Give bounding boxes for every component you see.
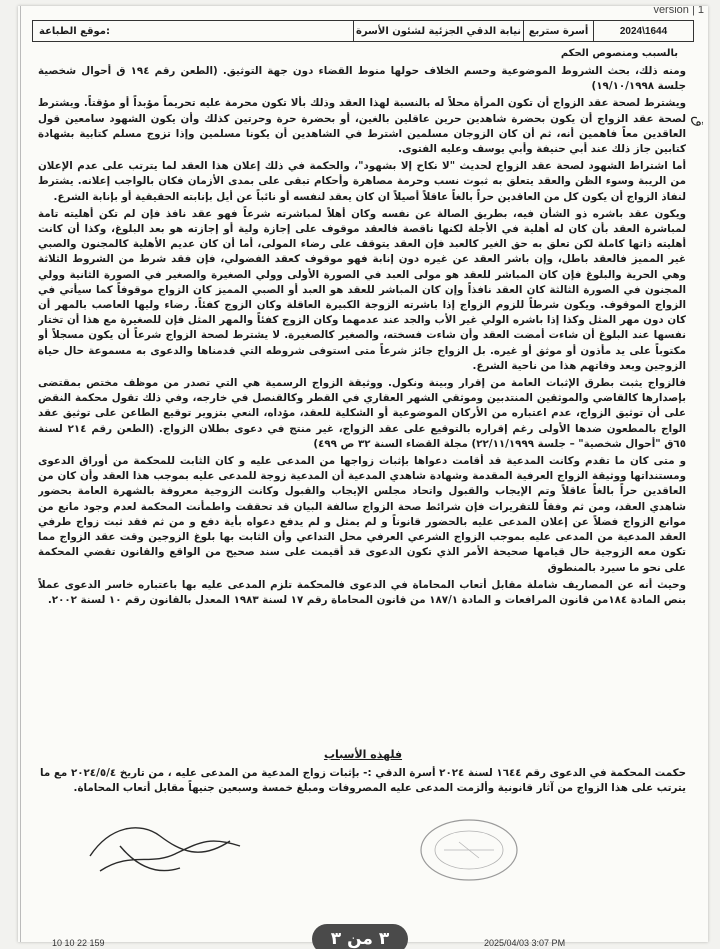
side-handwritten-mark: ق [690, 116, 706, 127]
ruling-title: فلهذه الأسباب [323, 748, 403, 761]
court-stamp [414, 814, 524, 886]
paragraph: و متى كان ما تقدم وكانت المدعية قد أقامت دعواها بإثبات زواجها من المدعى عليه و كان الثابت للمحكمة من أوراق الدعوى ومستنداتها ووثيقة الزواج العرفية المقدمة وشهادة شاهدي المدعية أن المدعية زوجة للمدعى عليه بموجب هذا العقد وأن كان من العاقدين حراً بالغاً عاقلاً وتم الإيجاب والقبول واتحاد مجلس الإيجاب والقبول وكانت الزوجية معروفة بالشهرة العامة بحضور شاهدي العقد، ومن ثم وفقاً للتقريرات فإن شرائط صحة الزواج سالفة البيان قد تحققت واطمأنت المحكمة لعدم وجود مانع من موانع الزواج فضلاً عن إعلان المدعى عليه بالحضور قانوناً و لم يمثل و لم يدفع دعواه بأية دفع و من ثم فقد ثبت زواج طرفي العقد المدعية من المدعى عليه بموجب الزواج الشرعي العرفي محل التداعي وأن الثابت بها بلوغ الزوجين وقت عقد الزواج مما تكون معه الزوجية حال قيامها صحيحة الأمر الذي تكون الدعوى قد أقيمت على سند صحيح من الواقع والقانون تقضي المحكمة على نحو ما سيرد بالمنطوق [38, 455, 686, 574]
court-name: نيابة الدقي الجزئية لشئون الأسرة [353, 21, 523, 41]
paragraph: ويكون عقد باشره ذو الشأن فيه، بطريق الصالة عن نفسه وكان أهلاً لمباشرته شرعاً فهو عقد نافذ فإن لم تكن أهليته تامة لمباشرة العقد بأن كان له أهلية في الأجلة لكنها ناقصة فالعقد موقوف على إجازة ولية أو إجازته هو بعد البلوغ، وكذا أن كانت أهليته ذاتها كاملة لكن تعلق به حق الغير كالعبد فإن العقد يتوقف على رضاء المولى، أما أن كان عديم الأهلية كالمجنون والصبي غير المميز فالعقد باطل، وإن باشر العقد عن غيره دون إنابة فهو موقوف كعقد الفضولي، فإن فقد شرط من الشروط الثلاثة وهي الحرية والبلوغ فإن كان المباشر للعقد هو مولى العبد في الصورة الأولى وولي الصغيرة والصغير في الصورة الثانية وولي المجنون في الصورة الثالثة كان العقد نافذاً وإن كان المباشر للعقد هو العبد أو الصبي المميز كان الزواج موقوفاً كما سيأتي في الزواج الموقوف. ويكون شرطاً للزوم الزواج إذا باشرته الزوجة الكبيرة العاقلة وكان الزوج كفئاً. رضاء وليها العاصب بالمهر أن كان دون مهر المثل وكذا إذا باشره الولي غير الأب والجد عند عدمهما وكان الزوج كفئاً والمهر المثل فإن للصغيرة مع هذا أن تختار نفسها عند البلوغ أن شاءت أمضت العقد وأن شاءت فسخته، والصغير كالصغيرة. لا يشترط لصحة الزواج شرعاً أن يكون مسجلاً أو مكتوباً على يد مأذون أو موثق أو غيره. بل الزواج جائز شرعاً متى استوفى شروطه التي قدمناها والدعوى به مسموعة حال حياة الزوجين وبعد وفاتهم هذا من ناحية الشرع. [38, 207, 686, 372]
subheading: بالسبب ومنصوص الحكم [560, 48, 678, 59]
version-tag: version | 1 [653, 6, 704, 16]
paragraph: فالزواج يثبت بطرق الإثبات العامة من إقرار وبينة ونكول. ووثيقة الزواج الرسمية هي التي تصدر من موظف مختص بمقتضى بإصدارها كالقاضي والموثقين المنتدبين وموثقي الشهر العقاري في القطر وكالقنصل في خارجه، وفي ذلك تقول محكمة النقض على أن توثيق الزواج، عدم اعتباره من الأركان الموضوعية أو الشكلية للعقد، مؤداه، النعي بتزوير توقيع الطاعن على توثيق عقد الواج بالمطعون ضدها الأولى رغم إقراره بالتوقيع على عقد الزواج، غير منتج في دعوى بطلان الزواج. (الطعن رقم ٢١٤ لسنة ٦٥ق "أحوال شخصية" – جلسة ٢٢/١١/١٩٩٩) مجلة القضاء السنة ٣٢ ص ٤٩٩) [38, 377, 686, 450]
paragraph: وحيث أنه عن المصاريف شاملة مقابل أتعاب المحاماة في الدعوى فالمحكمة تلزم المدعى عليه بها باعتباره خاسر الدعوى عملاً بنص المادة ١٨٤من قانون المرافعات و المادة ١٨٧/١ من قانون المحاماة رقم ١٧ لسنة ١٩٨٣ المعدل بالقانون رقم ١٠ لسنة ٢٠٠٢. [38, 578, 686, 606]
print-id: 10 10 22 159 [52, 938, 105, 948]
signature-label: موقع الطباعة: [39, 25, 110, 37]
paragraph: ومنه ذلك، بحث الشروط الموضوعية وحسم الخلاف حولها منوط القضاء دون جهة التوثيق. (الطعن رقم ١٩٤ ق أحوال شخصية جلسة ١٩/١٠/١٩٩٨) [38, 65, 686, 93]
print-timestamp: 2025/04/03 3:07 PM [484, 938, 566, 948]
case-number: 2024\1644 [593, 21, 693, 41]
document-header [32, 20, 694, 42]
paragraph: ويشترط لصحة عقد الزواج أن تكون المرأة محلاً له بالنسبة لهذا العقد وذلك بألا تكون محرمة عليه تحريماً مؤبداً أو مؤقتاً. ويشترط لصحة عقد الزواج أن يكون بحضرة شاهدين حرين عاقلين بالغين، أو بحضرة حرة وحرتين كذلك وأن يكون الشهود سامعين قول العاقدين معاً فاهمين أنه، ثم أن كان الزوجان مسلمين اشترط في الشاهدين أن يكونا مسلمين وإذا تزوج مسلم كتابية بشهادة كتابين جاز ذلك عند أبي حنيفة وأبي يوسف وعليه الفتوى. [38, 97, 686, 156]
court-circle: أسرة ستربع [523, 21, 593, 41]
page-indicator: ٣ من ٣ [312, 924, 408, 949]
judgment-body [38, 64, 686, 744]
binding-line [20, 6, 21, 942]
document-page [18, 6, 708, 942]
ruling-text: حكمت المحكمة في الدعوى رقم ١٦٤٤ لسنة ٢٠٢٤ أسرة الدقي :- بإثبات زواج المدعية من المدعى عليه ، من تاريخ ٢٠٢٤/٥/٤ مع ما يترتب على هذا الزواج من آثار قانونية وألزمت المدعى عليه المصروفات ومبلغ خمسة وسبعين جنيهاً مقابل أتعاب المحاماة. [40, 767, 687, 794]
handwritten-signature [80, 816, 250, 886]
paragraph: أما اشتراط الشهود لصحة عقد الزواج لحديث "لا نكاح إلا بشهود"، والحكمة في ذلك إعلان هذا العقد لما يترتب على عدم الإعلان من الريبة وسوء الظن والعقد يتعلق به ثبوت نسب وحرمة مصاهرة وأحكام تبقى على بمدى الأزمان فكان بالواجب إعلانه. يشترط لنفاذ الزواج أن يكون كل من العاقدين حراً بالغاً عاقلاً أصيلاً ان كان يعقد لنفسه أو نائباً عن أيل بإنابته الحقيقية أو بإنابة الشرع. [38, 160, 686, 203]
